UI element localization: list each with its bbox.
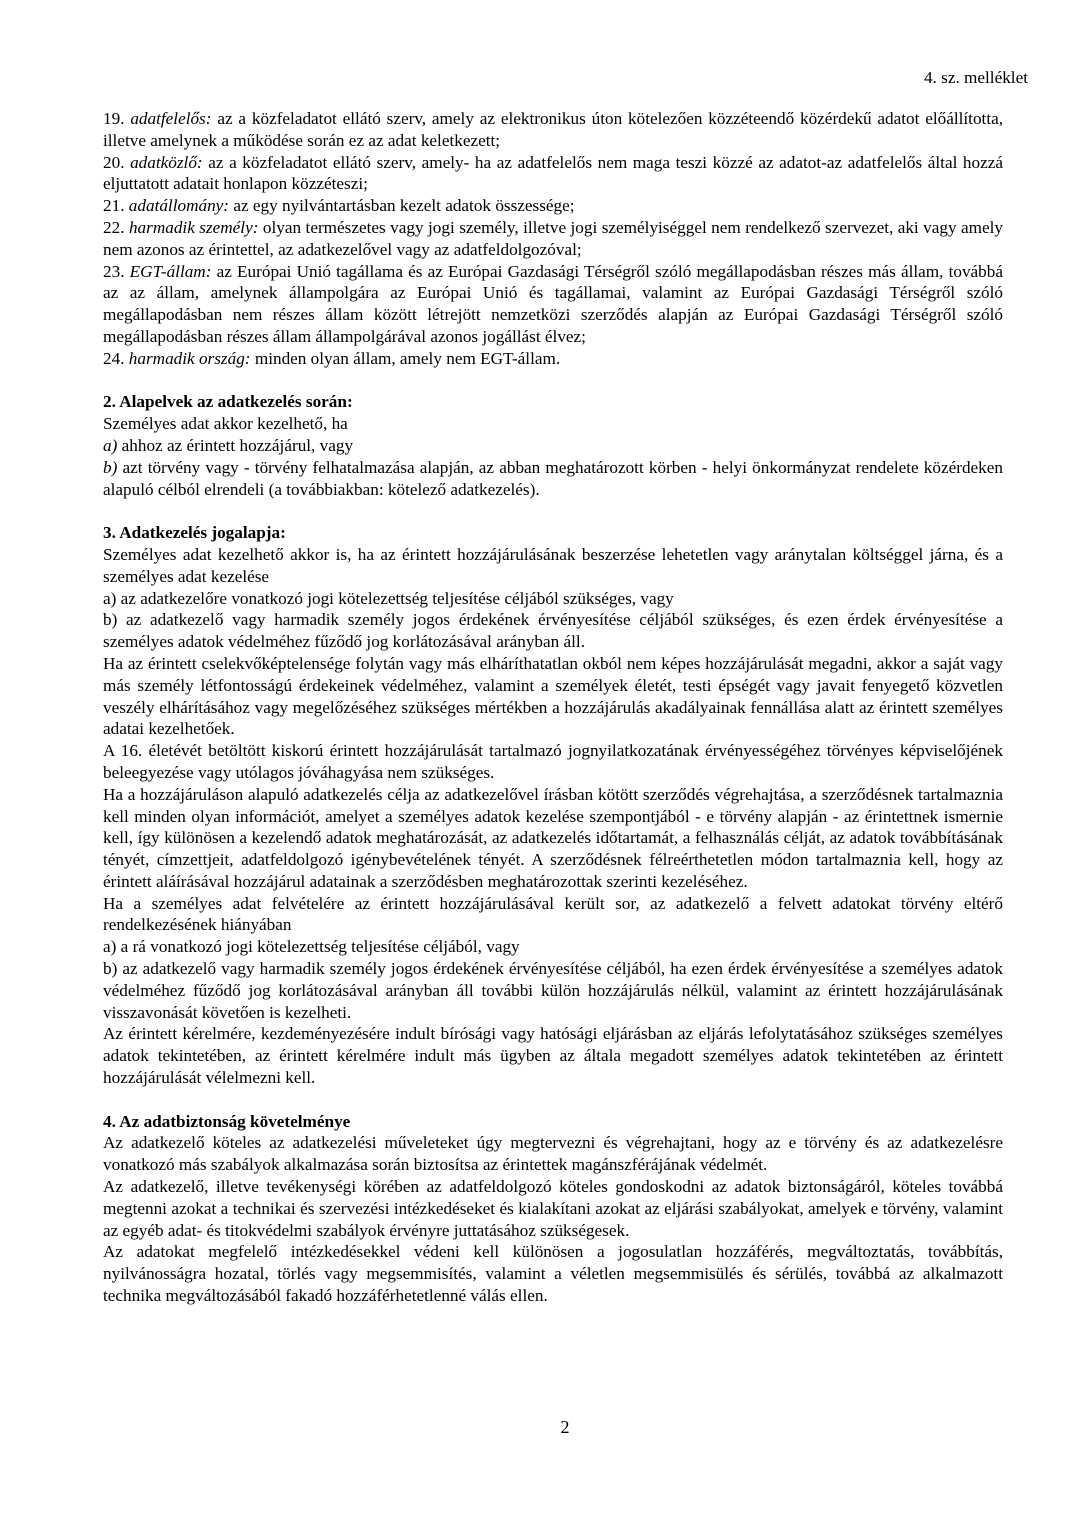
section-3-paragraph: Személyes adat kezelhető akkor is, ha az érintett hozzájárulásának beszerzése lehetetlen vagy aránytalan költséggel járna, és a személyes adat kezelése: [103, 544, 1003, 586]
section-3-paragraph: a) a rá vonatkozó jogi kötelezettség teljesítése céljából, vagy: [103, 937, 520, 957]
definition-number: 24.: [103, 348, 125, 368]
item-label: a): [103, 435, 118, 455]
section-3-paragraph: a) az adatkezelőre vonatkozó jogi kötelezettség teljesítése céljából szükséges, vagy: [103, 588, 674, 608]
item-label: b): [103, 457, 118, 477]
definition-term: adatállomány:: [128, 196, 230, 216]
definition-number: 21.: [103, 196, 125, 216]
section-4-paragraph: Az adatkezelő köteles az adatkezelési műveleteket úgy megtervezni és végrehajtani, hogy az e törvény és az adatkezelésre vonatkozó más szabályok alkalmazása során biztosítsa az érintettek magánszférájának védelmét.: [103, 1133, 1003, 1175]
definition-text: olyan természetes vagy jogi személy, illetve jogi személyiséggel nem rendelkező szervezet, aki vagy amely nem azonos az érintettel, az adatkezelővel vagy az adatfeldolgozóval;: [103, 217, 1004, 259]
spacer: [103, 500, 1003, 522]
section-4-heading: 4. Az adatbiztonság követelménye: [103, 1111, 351, 1131]
section-3-paragraph: b) az adatkezelő vagy harmadik személy jogos érdekének érvényesítése céljából, ha ezen érdek érvényesítése a személyes adatok védelméhez fűződő jog korlátozásával arányban áll további külön hozzájárulás nélkül, valamint az érintett hozzájárulásának visszavonását követően is kezelheti.: [103, 959, 1003, 1022]
definition-23: [103, 261, 1003, 348]
section-3-paragraph: Ha az érintett cselekvőképtelensége folytán vagy más elháríthatatlan okból nem képes hozzájárulását megadni, akkor a saját vagy más személy létfontosságú érdekeinek védelméhez, valamint a személyek életét, testi épségét vagy javait fenyegető közvetlen veszély elhárításához vagy megelőzéséhez szükséges mértékben a hozzájárulás akadályainak fennállása alatt az érintett személyes adatai kezelhetőek.: [103, 653, 1003, 739]
section-3-paragraph: Ha a személyes adat felvételére az érintett hozzájárulásával került sor, az adatkezelő a felvett adatokat törvény eltérő rendelkezésének hiányában: [103, 893, 1003, 935]
definition-24: [103, 348, 1003, 370]
section-3-heading: 3. Adatkezelés jogalapja:: [103, 523, 286, 543]
definition-number: 19.: [103, 109, 125, 128]
definition-term: adatfelelős:: [130, 109, 212, 128]
section-3-paragraph: A 16. életévét betöltött kiskorú érintett hozzájárulását tartalmazó jognyilatkozatának érvényességéhez törvényes képviselőjének beleegyezése vagy utólagos jóváhagyása nem szükséges.: [103, 741, 1003, 782]
definition-22: [103, 217, 1003, 261]
section-3-paragraph: Az érintett kérelmére, kezdeményezésére indult bírósági vagy hatósági eljárásban az eljárás lefolytatásához szükséges személyes adatok tekintetében, az érintett kérelmére indult más ügyben az általa megadott személyes adatok tekintetében az érintett hozzájárulását vélelmezni kell.: [103, 1024, 1003, 1088]
definition-term: adatközlő:: [130, 152, 203, 172]
definition-term: harmadik ország:: [128, 348, 251, 368]
section-3-paragraph: b) az adatkezelő vagy harmadik személy jogos érdekének érvényesítése céljából szükséges, és ezen érdek érvényesítése a személyes adatok védelméhez fűződő jog korlátozásával arányban áll.: [103, 610, 1003, 652]
definition-19: [103, 108, 1003, 152]
item-text: azt törvény vagy - törvény felhatalmazása alapján, az abban meghatározott körben - helyi önkormányzat rendelete közérdeken alapuló célból elrendeli (a továbbiakban: kötelező adatkezelés).: [103, 457, 1004, 499]
definition-number: 22.: [103, 217, 125, 237]
definition-20: [103, 152, 1003, 196]
definition-number: 20.: [103, 152, 125, 172]
section-2-intro: Személyes adat akkor kezelhető, ha: [103, 414, 348, 434]
item-text: ahhoz az érintett hozzájárul, vagy: [121, 435, 354, 455]
definition-21: [103, 195, 1003, 217]
section-4-paragraph: Az adatokat megfelelő intézkedésekkel védeni kell különösen a jogosulatlan hozzáférés, megváltoztatás, továbbítás, nyilvánosságra hozatal, törlés vagy megsemmisítés, valamint a véletlen megsemmisülés és sérülés, továbbá az alkalmazott technika megváltozásából fakadó hozzáférhetetlenné válás ellen.: [103, 1242, 1003, 1306]
definition-term: EGT-állam:: [129, 261, 212, 281]
definition-text: az Európai Unió tagállama és az Európai Gazdasági Térségről szóló megállapodásban részes más állam, továbbá az az állam, amelynek állampolgára az Európai Unió és tagállamai, valamint az Európai Gazdasági Térségről szóló megállapodásban nem részes állam között létrejött nemzetközi szerződés alapján az Európai Gazdasági Térségről szóló megállapodásban részes állam állampolgárával azonos jogállást élvez;: [103, 261, 1004, 346]
definition-text: minden olyan állam, amely nem EGT-állam.: [254, 348, 561, 368]
section-2-item-b: [103, 457, 1003, 501]
section-4-paragraph: Az adatkezelő, illetve tevékenységi körében az adatfeldolgozó köteles gondoskodni az adatok biztonságáról, köteles továbbá megtenni azokat a technikai és szervezési intézkedéseket és kialakítani azokat az eljárási szabályokat, amelyek e törvény, valamint az egyéb adat- és titokvédelmi szabályok érvényre juttatásához szükségesek.: [103, 1177, 1003, 1240]
annex-label: 4. sz. melléklet: [923, 68, 1028, 87]
spacer: [103, 1089, 1003, 1111]
document-body: [103, 108, 1003, 1307]
definition-text: az a közfeladatot ellátó szerv, amely az elektronikus úton kötelezően közzéteendő közérdekű adatot előállította, illetve amelynek a működése során ez az adat keletkezett;: [103, 109, 1004, 150]
page-number: 2: [560, 1417, 570, 1437]
definition-text: az a közfeladatot ellátó szerv, amely- ha az adatfelelős nem maga teszi közzé az adatot-az adatfelelős által hozzá eljuttatott adatait honlapon közzéteszi;: [103, 152, 1004, 194]
spacer: [103, 370, 1003, 392]
section-2-item-a: [103, 435, 1003, 457]
definition-term: harmadik személy:: [128, 217, 259, 237]
section-3-paragraph: Ha a hozzájáruláson alapuló adatkezelés célja az adatkezelővel írásban kötött szerződés végrehajtása, a szerződésnek tartalmaznia kell minden olyan információt, amelyet a személyes adatok kezelése szempontjából - e törvény alapján - az érintettnek ismernie kell, így különösen a kezelendő adatok meghatározását, az adatkezelés időtartamát, a felhasználás célját, az adatok továbbításának tényét, címzettjeit, adatfeldolgozó igénybevételének tényét. A szerződésnek félreérthetetlen módon tartalmaznia kell, hogy az érintett aláírásával hozzájárul adatainak a szerződésben meghatározottak szerinti kezeléséhez.: [103, 784, 1003, 891]
section-2-heading: 2. Alapelvek az adatkezelés során:: [103, 392, 353, 412]
definition-number: 23.: [103, 261, 125, 281]
definition-text: az egy nyilvántartásban kezelt adatok összessége;: [233, 196, 575, 216]
